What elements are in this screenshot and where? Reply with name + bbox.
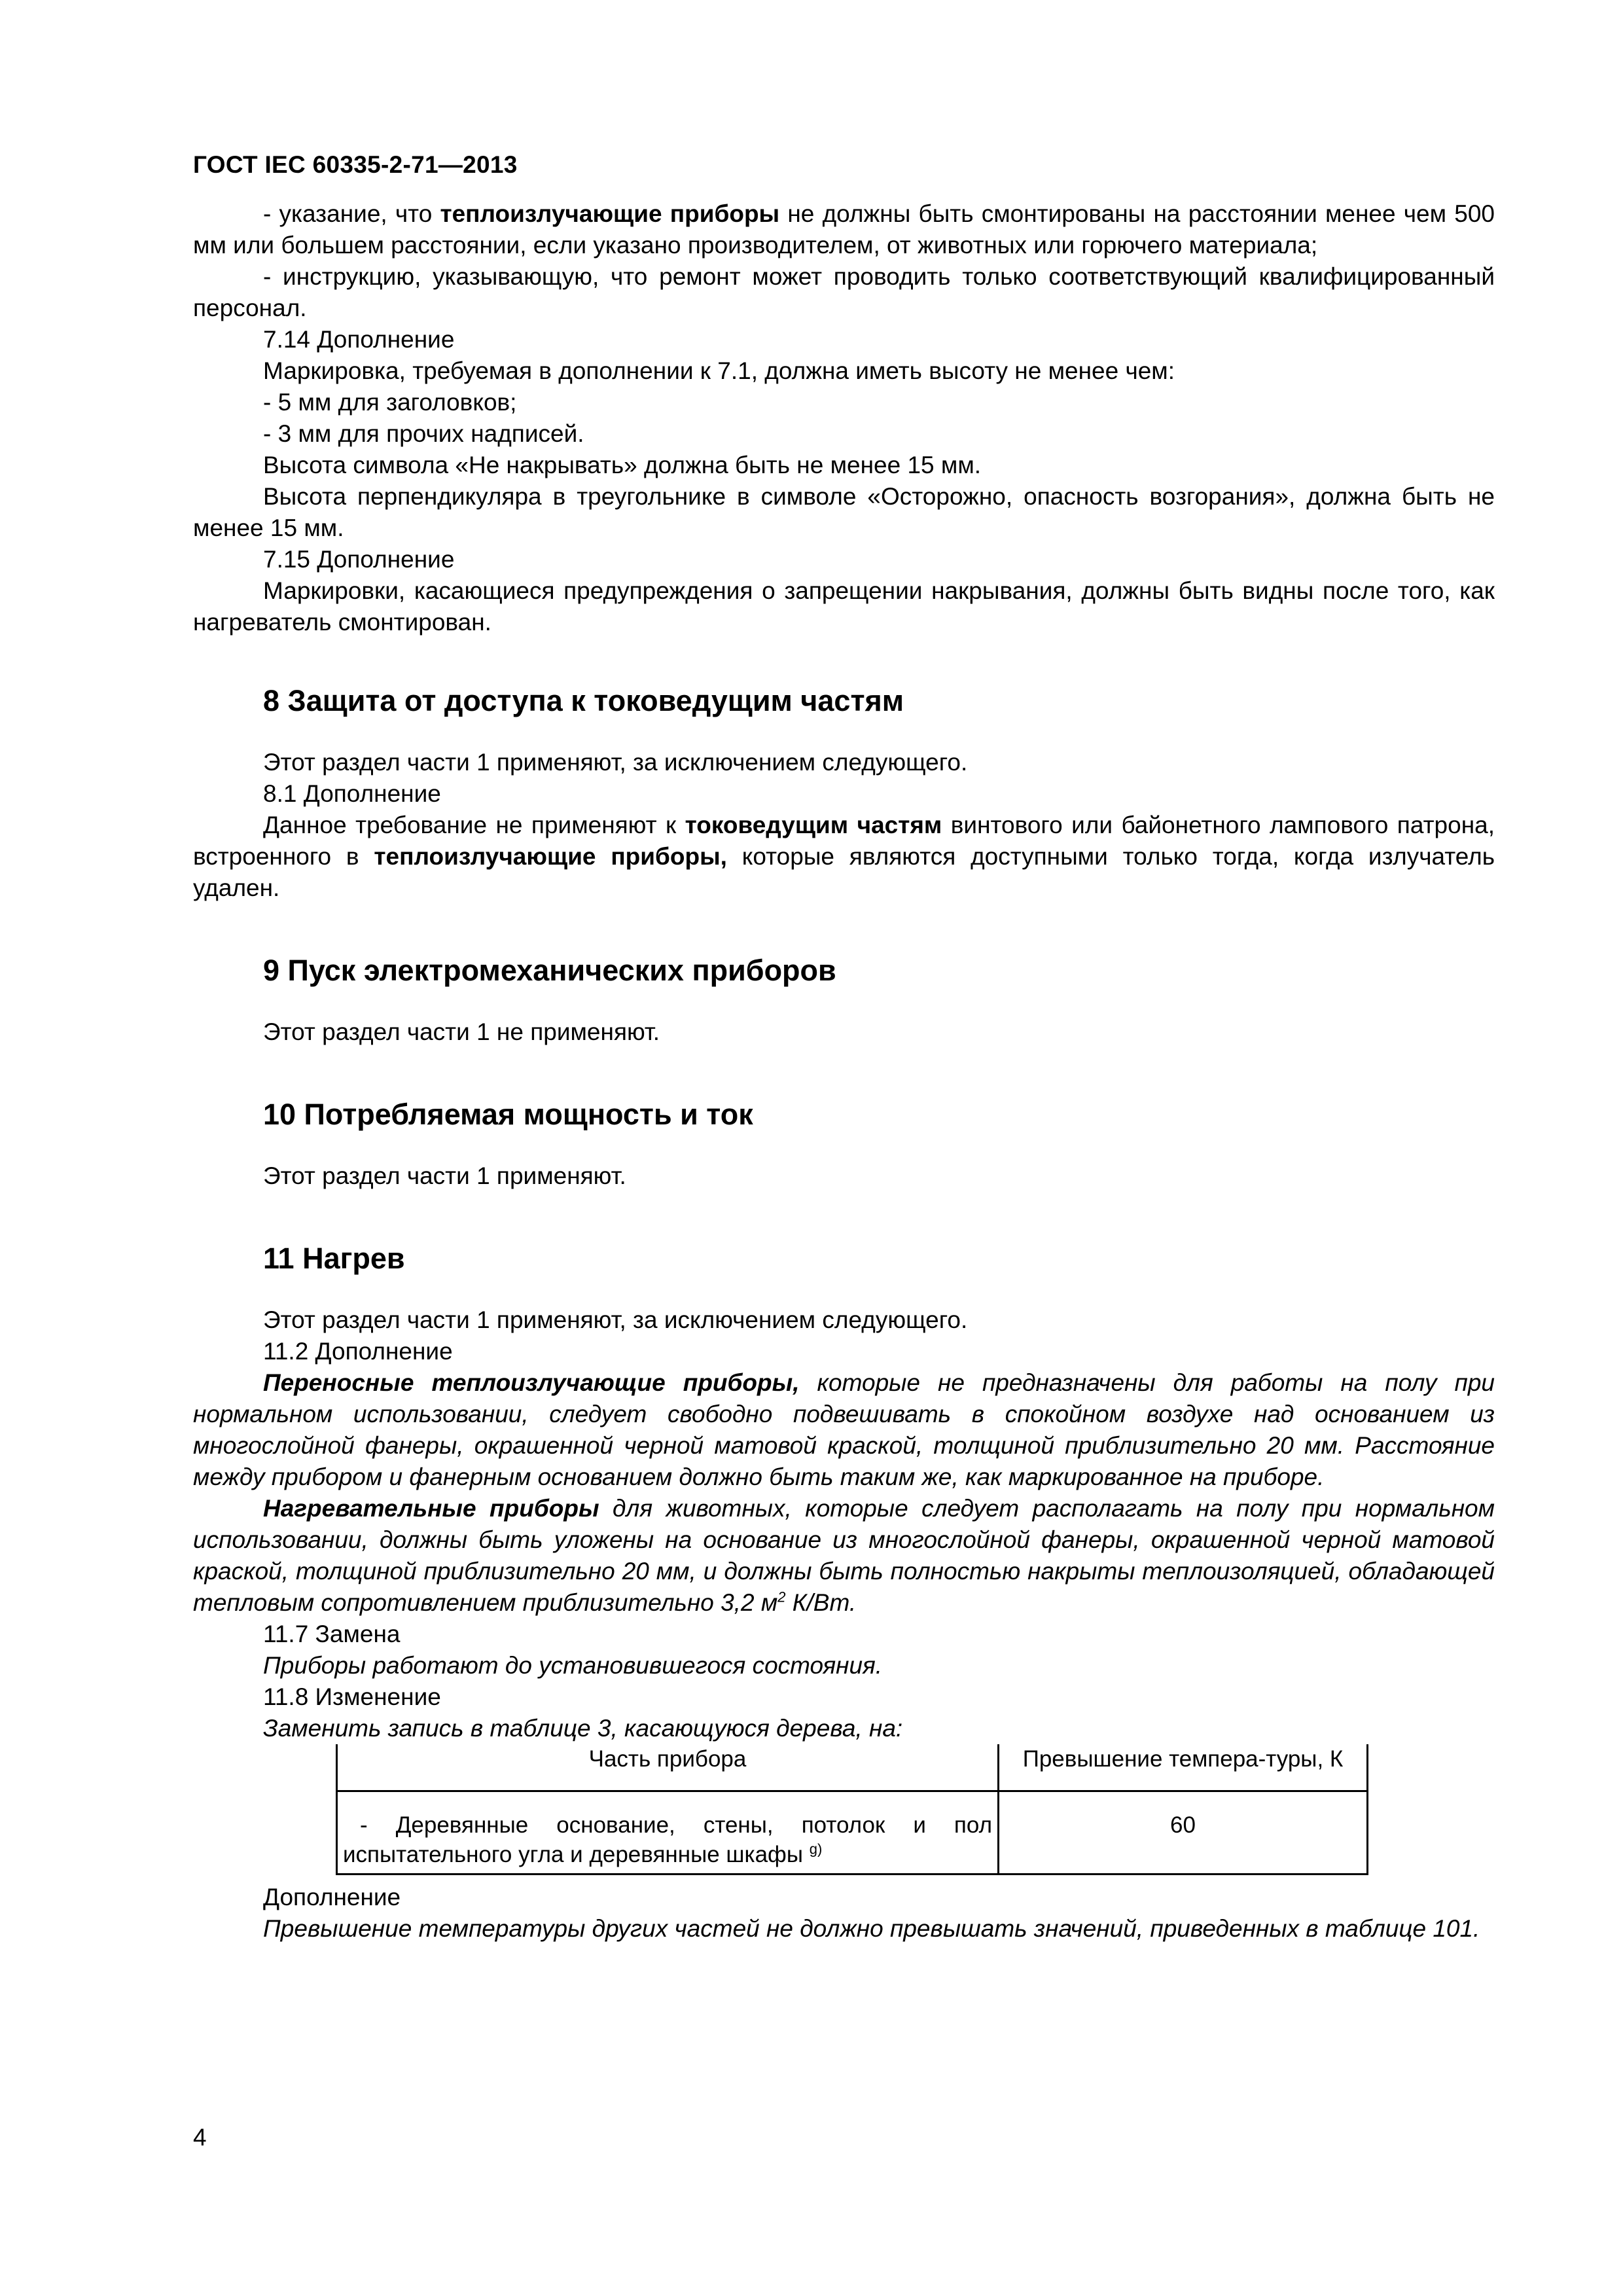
clause-7-14-title: 7.14 Дополнение	[263, 326, 455, 353]
table-cell-part	[337, 1791, 999, 1874]
table-header-temperature: Превышение темпера-туры, К	[999, 1744, 1368, 1791]
clause-11-7-title: 11.7 Замена	[263, 1621, 401, 1647]
text-run: для животных, которые следует располагать на полу при нормальном использовании, должны быть уложены на основание из многослойной фанеры, окрашенной черной матовой краской, толщиной приблизительно 20 мм, и должны быть полностью накрыты теплоизоляцией, обладающей тепловым сопротивлением приблизительно 3,2 м	[193, 1495, 1495, 1616]
section-9-text: Этот раздел части 1 не применяют.	[263, 1018, 660, 1045]
bullet-warning-distance	[193, 198, 1495, 261]
section-10-text: Этот раздел части 1 применяют.	[263, 1162, 626, 1189]
term-bold: токоведущим частям	[685, 812, 942, 838]
clause-7-14-text: Маркировка, требуемая в дополнении к 7.1, должна иметь высоту не менее чем:	[263, 357, 1175, 384]
document-header: ГОСТ IEC 60335-2-71—2013	[193, 151, 518, 178]
superscript: 2	[777, 1588, 786, 1605]
text-run: которые не предназначены для работы на полу при нормальном использовании, следует свободно подвешивать в спокойном воздухе над основанием из многослойной фанеры, окрашенной черной матовой краской, толщиной приблизительно 20 мм. Расстояние между прибором и фанерным основанием должно быть таким же, как маркированное на приборе.	[193, 1369, 1495, 1490]
clause-11-2-floor	[193, 1493, 1495, 1619]
clause-8-1-text	[193, 810, 1495, 904]
clause-8-1-title: 8.1 Дополнение	[263, 780, 441, 807]
clause-7-14-triangle-height: Высота перпендикуляра в треугольнике в символе «Осторожно, опасность возгорания», должна быть не менее 15 мм.	[193, 483, 1495, 541]
section-8-heading: 8 Защита от доступа к токоведущим частям	[263, 684, 904, 717]
temperature-rise-table	[336, 1744, 1368, 1875]
clause-11-2-title: 11.2 Дополнение	[263, 1338, 453, 1365]
term-bold: Переносные теплоизлучающие приборы,	[263, 1369, 800, 1396]
footnote-mark: g)	[809, 1840, 823, 1857]
section-11-heading: 11 Нагрев	[263, 1242, 405, 1275]
addition-text: Превышение температуры других частей не должно превышать значений, приведенных в таблице 101.	[263, 1915, 1480, 1942]
term-bold: теплоизлучающие приборы	[440, 200, 780, 227]
bullet-repair-instruction: - инструкцию, указывающую, что ремонт может проводить только соответствующий квалифицированный персонал.	[193, 263, 1495, 321]
section-9-heading: 9 Пуск электромеханических приборов	[263, 954, 836, 987]
text-run: которые являются доступными только тогда, когда излучатель удален.	[193, 843, 1495, 901]
text-run: не должны быть смонтированы на расстоянии менее чем 500 мм или большем расстоянии, если указано производителем, от животных или горючего материала;	[193, 200, 1495, 259]
addition-title: Дополнение	[263, 1884, 401, 1910]
term-bold: Нагревательные приборы	[263, 1495, 599, 1522]
term-bold: теплоизлучающие приборы,	[374, 843, 727, 870]
table-cell-value: 60	[999, 1791, 1368, 1874]
text-run: Данное требование не применяют к	[263, 812, 685, 838]
section-10-heading: 10 Потребляемая мощность и ток	[263, 1098, 753, 1131]
text-run: - Деревянные основание, стены, потолок и пол испытательного угла и деревянные шкафы	[343, 1812, 992, 1867]
text-run: винтового или байонетного лампового патрона, встроенного в	[193, 812, 1495, 870]
clause-11-7-text: Приборы работают до установившегося состояния.	[263, 1652, 883, 1679]
section-11-intro: Этот раздел части 1 применяют, за исключением следующего.	[263, 1306, 968, 1333]
clause-7-15-title: 7.15 Дополнение	[263, 546, 455, 573]
table-row	[337, 1791, 1368, 1874]
page-number: 4	[193, 2124, 207, 2151]
clause-11-8-text: Заменить запись в таблице 3, касающуюся дерева, на:	[263, 1715, 903, 1742]
clause-7-14-symbol-height: Высота символа «Не накрывать» должна быть не менее 15 мм.	[263, 452, 982, 478]
text-run: - указание, что	[263, 200, 440, 227]
section-8-intro: Этот раздел части 1 применяют, за исключением следующего.	[263, 749, 968, 776]
clause-7-15-text: Маркировки, касающиеся предупреждения о запрещении накрывания, должны быть видны после того, как нагреватель смонтирован.	[193, 577, 1495, 636]
table-header-part: Часть прибора	[337, 1744, 999, 1791]
clause-7-14-list-item: - 3 мм для прочих надписей.	[263, 420, 584, 447]
clause-7-14-list-item: - 5 мм для заголовков;	[263, 389, 517, 416]
text-run: К/Вт.	[785, 1589, 857, 1616]
table-header-row	[337, 1744, 1368, 1791]
clause-11-2-portable	[193, 1367, 1495, 1493]
clause-11-8-title: 11.8 Изменение	[263, 1683, 441, 1710]
document-body	[193, 198, 1495, 1945]
